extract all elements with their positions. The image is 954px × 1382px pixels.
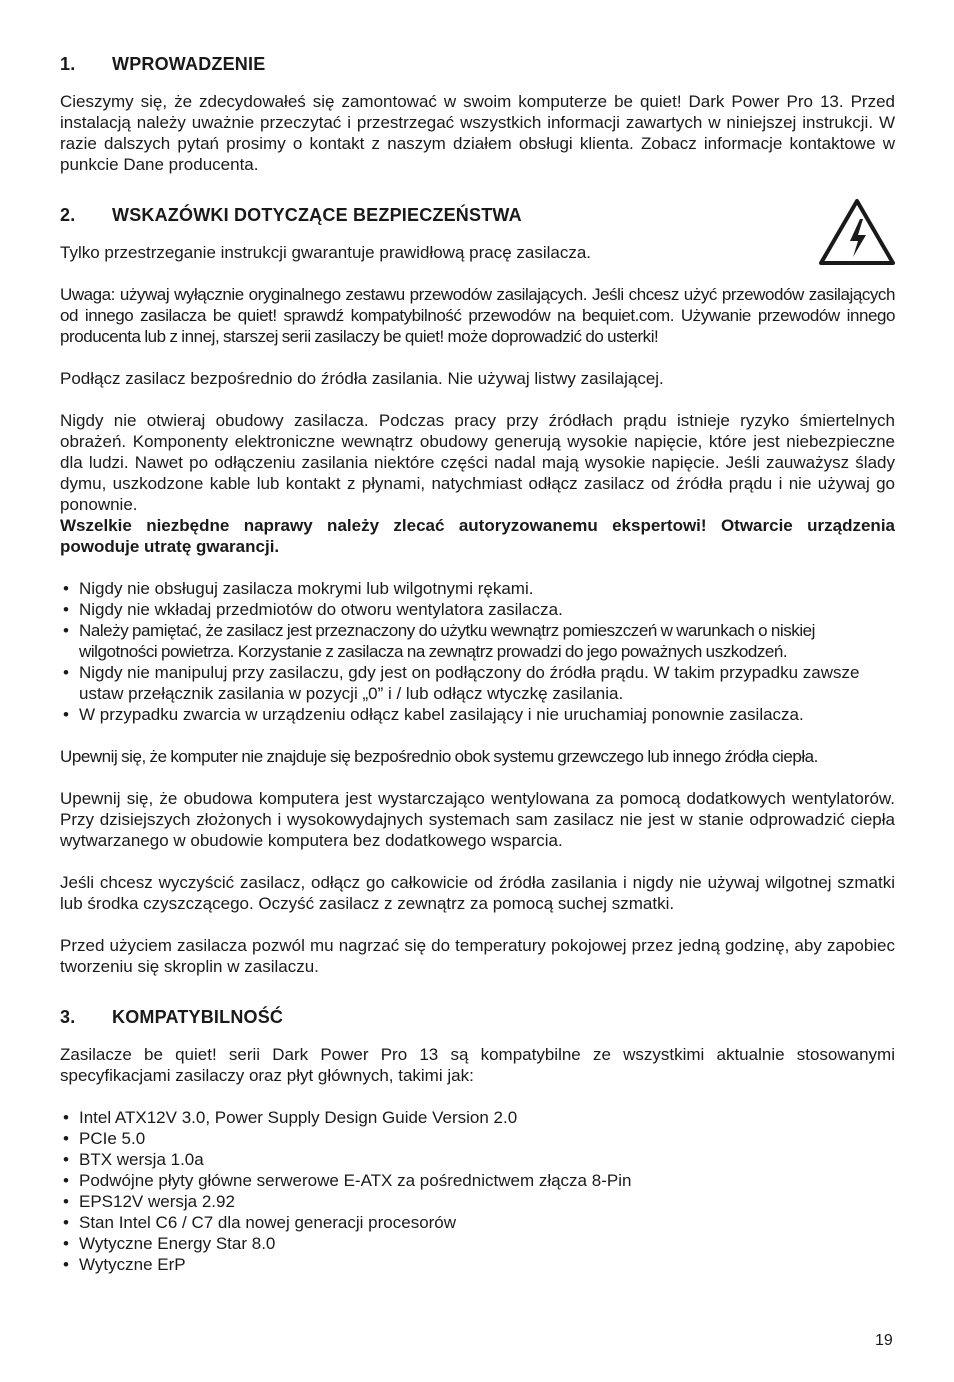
bullet: • <box>63 705 69 724</box>
list-item <box>60 578 895 599</box>
section-heading-introduction <box>60 52 895 76</box>
section-number: 1. <box>60 54 76 74</box>
list-item-text: Stan Intel C6 / C7 dla nowej generacji procesorów <box>79 1213 457 1232</box>
list-item <box>60 1107 895 1128</box>
list-item <box>60 599 895 620</box>
list-item <box>60 704 895 725</box>
bullet: • <box>63 1213 69 1232</box>
list-item-text: Należy pamiętać, że zasilacz jest przeznaczony do użytku wewnątrz pomieszczeń w warunkach o niskiej wilgotności powietrza. Korzystanie z zasilacza na zewnątrz prowadzi do jego poważnych uszkodzeń. <box>79 621 816 661</box>
note-label: Uwaga: <box>60 285 115 304</box>
section-title: WPROWADZENIE <box>112 54 266 74</box>
safety-paragraph-2: Podłącz zasilacz bezpośrednio do źródła zasilania. Nie używaj listwy zasilającej. <box>60 369 664 388</box>
section-title: WSKAZÓWKI DOTYCZĄCE BEZPIECZEŃSTWA <box>112 205 522 225</box>
section-number: 2. <box>60 205 76 225</box>
safety-bullet-list <box>60 578 895 725</box>
list-item <box>60 1191 895 1212</box>
bullet: • <box>63 600 69 619</box>
list-item-text: Wytyczne Energy Star 8.0 <box>79 1234 276 1253</box>
high-voltage-warning-icon <box>817 197 897 267</box>
list-item <box>60 1254 895 1275</box>
bullet: • <box>63 1192 69 1211</box>
list-item <box>60 1128 895 1149</box>
compat-paragraph: Zasilacze be quiet! serii Dark Power Pro 13 są kompatybilne ze wszystkimi aktualnie stosowanymi specyfikacjami zasilaczy oraz płyt głównych, takimi jak: <box>60 1045 895 1085</box>
bullet: • <box>63 621 69 640</box>
compat-bullet-list <box>60 1107 895 1275</box>
list-item <box>60 1170 895 1191</box>
section-number: 3. <box>60 1007 76 1027</box>
bullet: • <box>63 1171 69 1190</box>
list-item-text: Nigdy nie wkładaj przedmiotów do otworu wentylatora zasilacza. <box>79 600 563 619</box>
bullet: • <box>63 1234 69 1253</box>
safety-note-paragraph <box>60 284 895 347</box>
warranty-warning-text: Wszelkie niezbędne naprawy należy zlecać autoryzowanemu ekspertowi! Otwarcie urządzenia powoduje utratę gwarancji. <box>60 516 895 556</box>
safety-paragraph-3: Nigdy nie otwieraj obudowy zasilacza. Podczas pracy przy źródłach prądu istnieje ryzyko śmiertelnych obrażeń. Komponenty elektroniczne wewnątrz obudowy generują wysokie napięcie, które jest niebezpieczne dla ludzi. Nawet po odłączeniu zasilania niektóre części nadal mają wysokie napięcie. Jeśli zauważysz ślady dymu, uszkodzone kable lub kontakt z płynami, natychmiast odłącz zasilacz od źródła prądu i nie używaj go ponownie. <box>60 411 895 514</box>
document-page <box>60 50 895 1275</box>
safety-warning-bold <box>60 515 895 557</box>
bullet: • <box>63 579 69 598</box>
list-item <box>60 1233 895 1254</box>
list-item-text: Intel ATX12V 3.0, Power Supply Design Guide Version 2.0 <box>79 1108 518 1127</box>
list-item <box>60 1149 895 1170</box>
list-item <box>60 620 895 662</box>
list-item-text: EPS12V wersja 2.92 <box>79 1192 235 1211</box>
bullet: • <box>63 1108 69 1127</box>
safety-paragraph-5: Upewnij się, że obudowa komputera jest wystarczająco wentylowana za pomocą dodatkowych wentylatorów. Przy dzisiejszych złożonych i wysokowydajnych systemach sam zasilacz nie jest w stanie odprowadzić ciepła wytwarzanego w obudowie komputera bez dodatkowego wsparcia. <box>60 789 895 850</box>
list-item-text: PCIe 5.0 <box>79 1129 146 1148</box>
list-item-text: Nigdy nie obsługuj zasilacza mokrymi lub wilgotnymi rękami. <box>79 579 534 598</box>
safety-paragraph-1: Tylko przestrzeganie instrukcji gwarantuje prawidłową pracę zasilacza. <box>60 243 592 262</box>
bullet: • <box>63 663 69 682</box>
list-item-text: Wytyczne ErP <box>79 1255 186 1274</box>
page-number: 19 <box>875 1332 893 1349</box>
safety-paragraph-4: Upewnij się, że komputer nie znajduje się bezpośrednio obok systemu grzewczego lub innego źródła ciepła. <box>60 747 818 766</box>
bullet: • <box>63 1150 69 1169</box>
section-title: KOMPATYBILNOŚĆ <box>112 1007 284 1027</box>
safety-paragraph-6: Jeśli chcesz wyczyścić zasilacz, odłącz go całkowicie od źródła zasilania i nigdy nie używaj wilgotnej szmatki lub środka czyszczącego. Oczyść zasilacz z zewnątrz za pomocą suchej szmatki. <box>60 873 895 913</box>
list-item-text: Nigdy nie manipuluj przy zasilaczu, gdy jest on podłączony do źródła prądu. W takim przypadku zawsze ustaw przełącznik zasilania w pozycji „0” i / lub odłącz wtyczkę zasilania. <box>79 663 860 703</box>
bullet: • <box>63 1129 69 1148</box>
list-item-text: BTX wersja 1.0a <box>79 1150 204 1169</box>
section-heading-compatibility <box>60 1005 895 1029</box>
section-heading-safety <box>60 203 895 227</box>
list-item-text: Podwójne płyty główne serwerowe E-ATX za pośrednictwem złącza 8-Pin <box>79 1171 632 1190</box>
bullet: • <box>63 1255 69 1274</box>
intro-paragraph: Cieszymy się, że zdecydowałeś się zamontować w swoim komputerze be quiet! Dark Power Pro 13. Przed instalacją należy uważnie przeczytać i przestrzegać wszystkich informacji zawartych w niniejszej instrukcji. W razie dalszych pytań prosimy o kontakt z naszym działem obsługi klienta. Zobacz informacje kontaktowe w punkcie Dane producenta. <box>60 92 895 174</box>
list-item-text: W przypadku zwarcia w urządzeniu odłącz kabel zasilający i nie uruchamiaj ponownie zasilacza. <box>79 705 804 724</box>
list-item <box>60 662 895 704</box>
list-item <box>60 1212 895 1233</box>
safety-paragraph-7: Przed użyciem zasilacza pozwól mu nagrzać się do temperatury pokojowej przez jedną godzinę, aby zapobiec tworzeniu się skroplin w zasilaczu. <box>60 936 895 976</box>
note-text: używaj wyłącznie oryginalnego zestawu przewodów zasilających. Jeśli chcesz użyć przewodów zasilających od innego zasilacza be quiet! sprawdź kompatybilność przewodów na bequiet.com. Używanie przewodów innego producenta lub z innej, starszej serii zasilaczy be quiet! może doprowadzić do usterki! <box>60 285 895 346</box>
